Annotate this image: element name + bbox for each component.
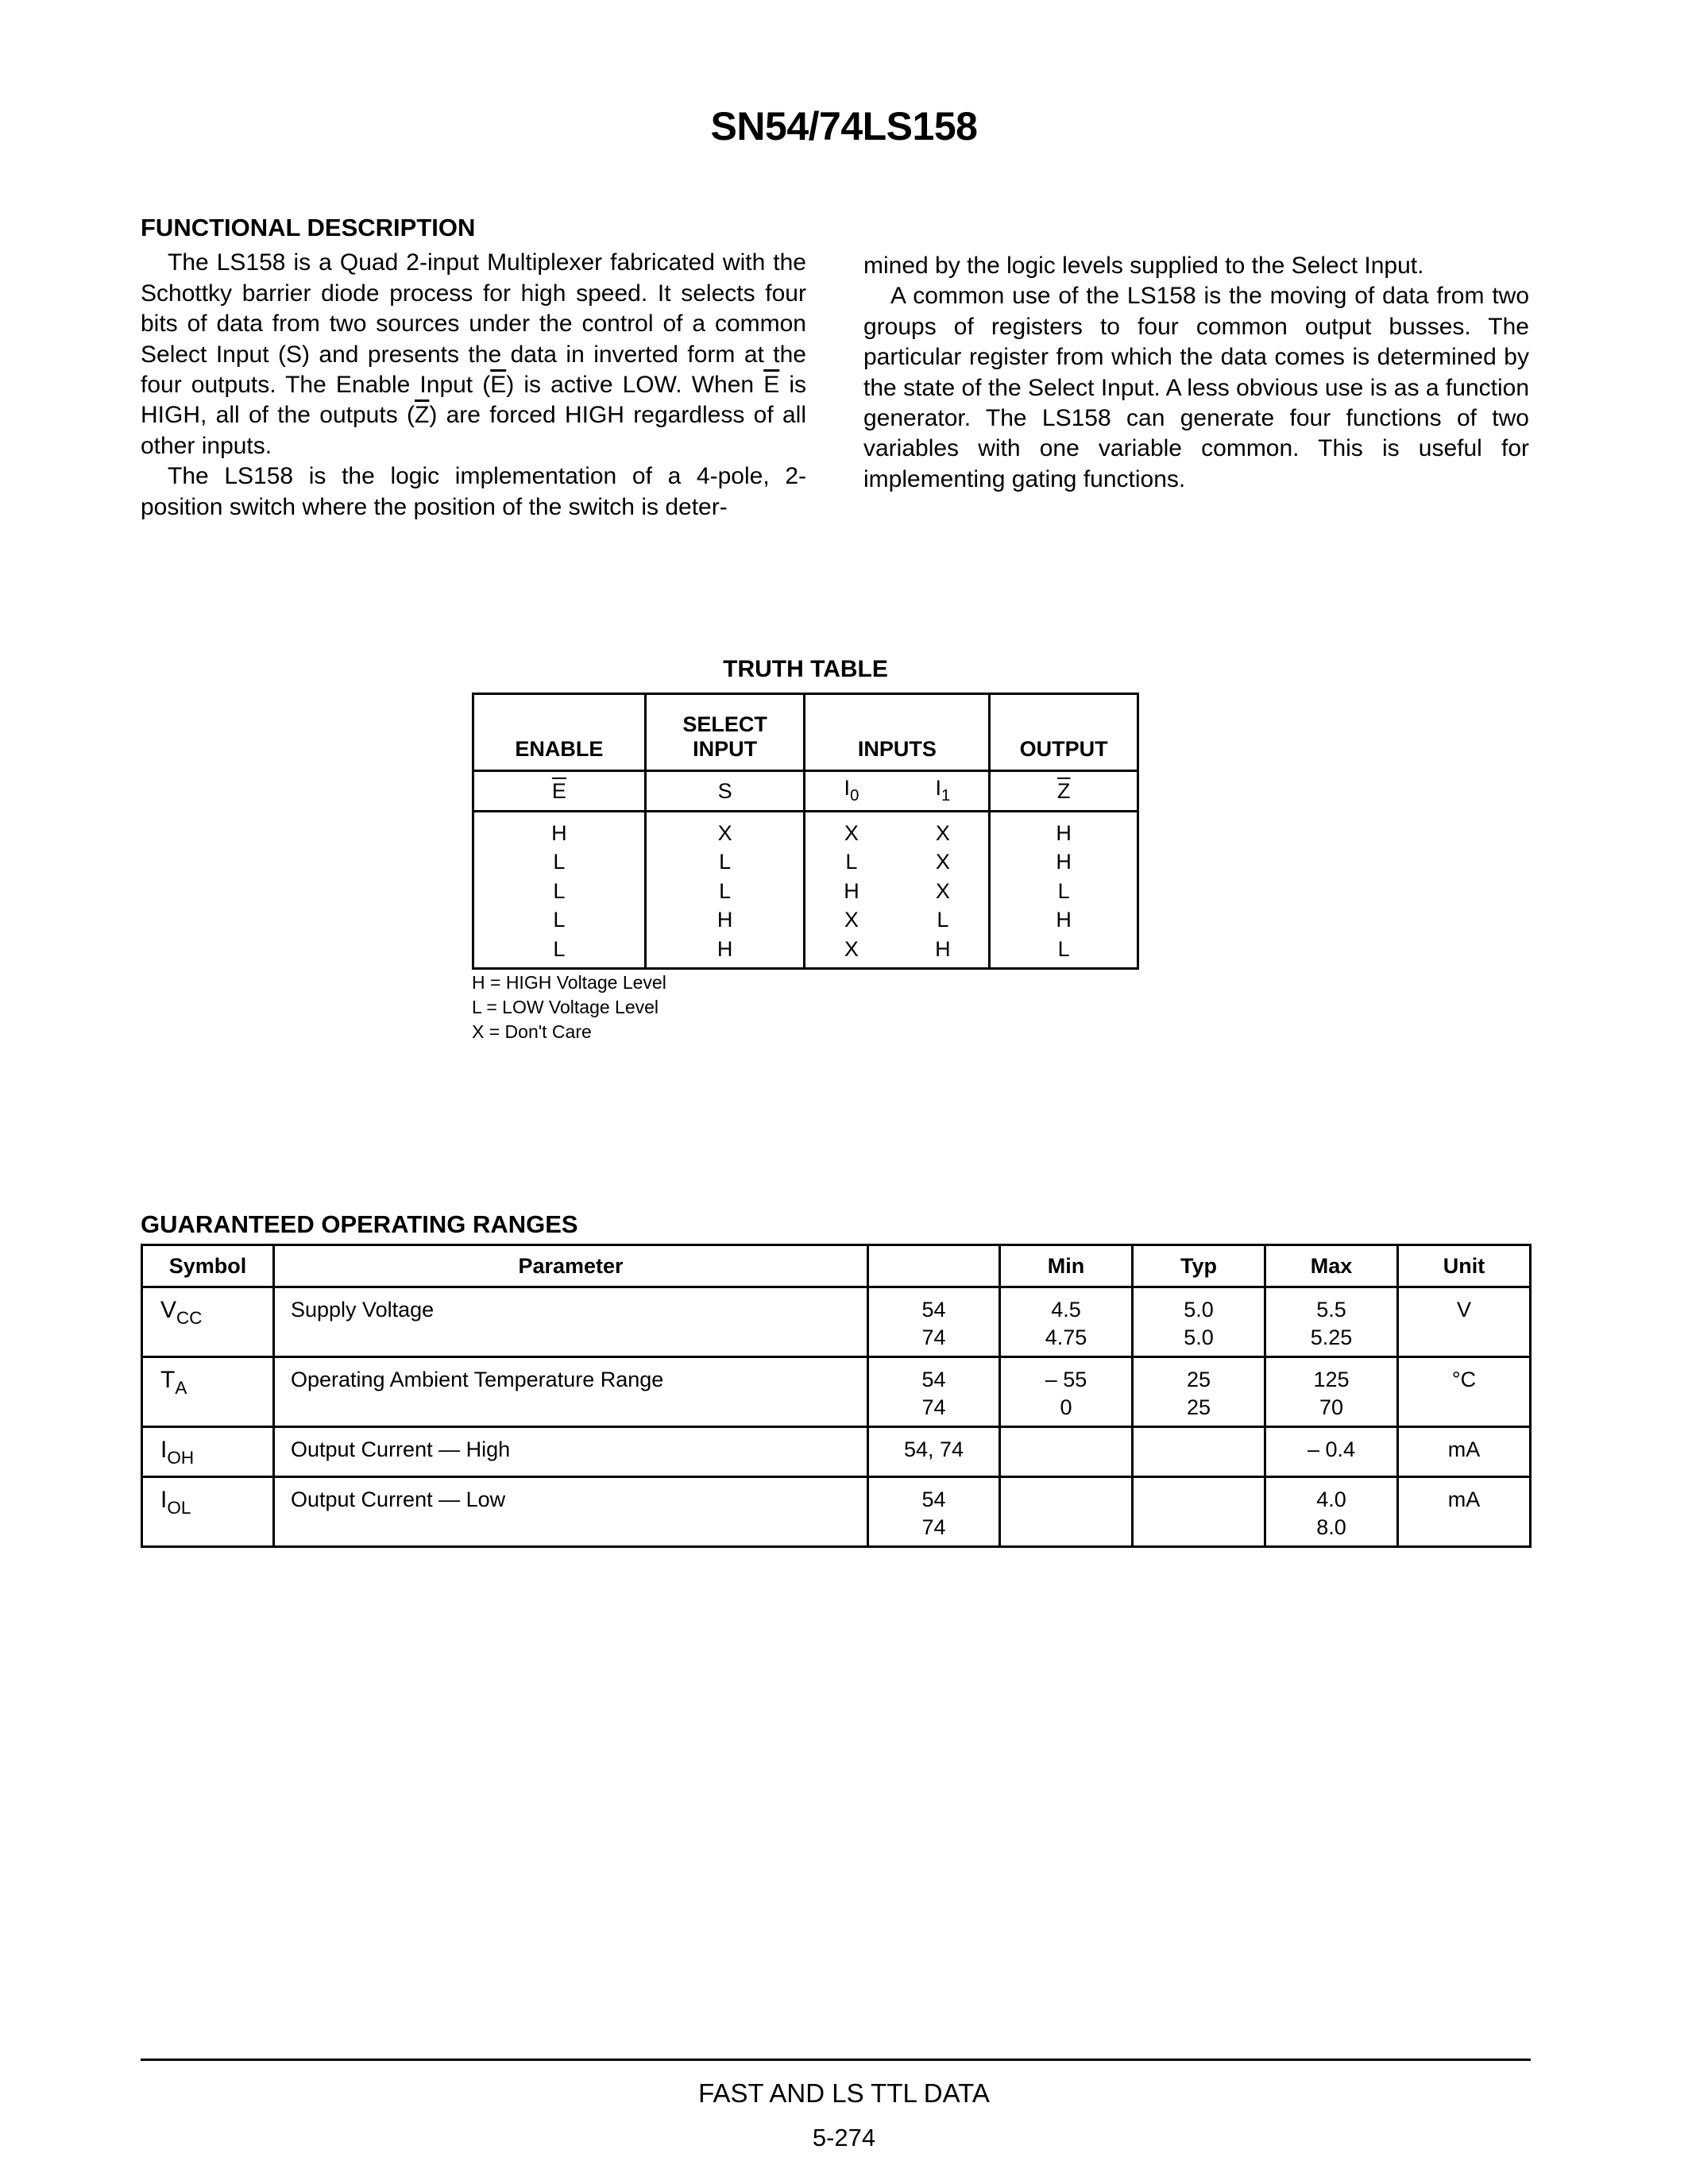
header-output: OUTPUT	[990, 694, 1138, 771]
symbol-output: $\overline{Z}$	[990, 771, 1138, 812]
functional-description-heading: FUNCTIONAL DESCRIPTION	[141, 214, 476, 241]
description-paragraph-1: The LS158 is a Quad 2-input Multiplexer fabricated with the Schottky barrier diode process for high speed. It selects four bits of data from two sources under the control of a common Select Input (S) and presents the data in inverted form at the four outputs. The Enable Input $(\overline{E})$ is active LOW. When $\overline{E}$ is HIGH, all of the outputs $(\overline{Z})$ are forced HIGH regardless of all other inputs.	[141, 249, 806, 459]
header-select-input: SELECT INPUT	[645, 694, 805, 771]
table-row: $T_A$ Operating Ambient Temperature Range 54 74 – 55 0 25 25 125 70 °C	[142, 1357, 1531, 1427]
table-row: $V_{CC}$ Supply Voltage 54 74 4.5 4.75 5.0 5.0 5.5 5.25 V	[142, 1287, 1531, 1357]
table-row: $I_{OH}$ Output Current — High 54, 74 – 0.4 mA	[142, 1427, 1531, 1477]
description-left-column	[141, 216, 806, 523]
operating-ranges-heading: GUARANTEED OPERATING RANGES	[141, 1210, 578, 1238]
footer-divider	[141, 2059, 1531, 2061]
description-paragraph-3: A common use of the LS158 is the moving of data from two groups of registers to four common output busses. The particular register from which the data comes is determined by the state of the Select Input. A less obvious use is as a function generator. The LS158 can generate four functions of two variables with one variable common. This is useful for implementing gating functions.	[863, 283, 1529, 492]
operating-ranges-table: Symbol Parameter Min Typ Max Unit $V_{CC}$ Supply Voltage 54 74 4.5 4.75 5.0 5.0 5.5 5.25 V $T_A$ Operating Ambient Temperature Range 54 74 – 55 0 25 25 125 70 °C $I_{OH}$ Output Current — High 54, 74 – 0.4 mA $I_{OL}$ Output Current — Low 54 74 4.0 8.0 mA	[141, 1244, 1532, 1548]
footer-title: FAST AND LS TTL DATA	[698, 2078, 990, 2108]
header-inputs: INPUTS	[805, 694, 990, 771]
truth-table	[472, 693, 1139, 970]
description-right-column	[863, 251, 1529, 495]
page-number: 5-274	[812, 2124, 876, 2151]
description-paragraph-2-continued: mined by the logic levels supplied to the Select Input.	[863, 253, 1424, 279]
symbol-enable: $\overline{E}$	[473, 771, 646, 812]
truth-table-legend: H = HIGH Voltage Level L = LOW Voltage Level X = Don't Care	[472, 972, 666, 1042]
header-enable: ENABLE	[473, 694, 646, 771]
table-row: $I_{OL}$ Output Current — Low 54 74 4.0 8.0 mA	[142, 1476, 1531, 1546]
table-row: H X X X H	[473, 812, 1138, 848]
symbol-inputs: $I_0$ $I_1$	[805, 771, 990, 812]
symbol-select: S	[645, 771, 805, 812]
truth-table-title: TRUTH TABLE	[723, 656, 888, 682]
page-title: SN54/74LS158	[710, 104, 978, 149]
description-paragraph-2: The LS158 is the logic implementation of a 4-pole, 2-position switch where the position of the switch is deter-	[141, 463, 806, 520]
table-row: L H X H L	[473, 935, 1138, 968]
table-row: L H X L H	[473, 906, 1138, 936]
table-row: L L H X L	[473, 877, 1138, 906]
table-row: L L L X H	[473, 848, 1138, 878]
